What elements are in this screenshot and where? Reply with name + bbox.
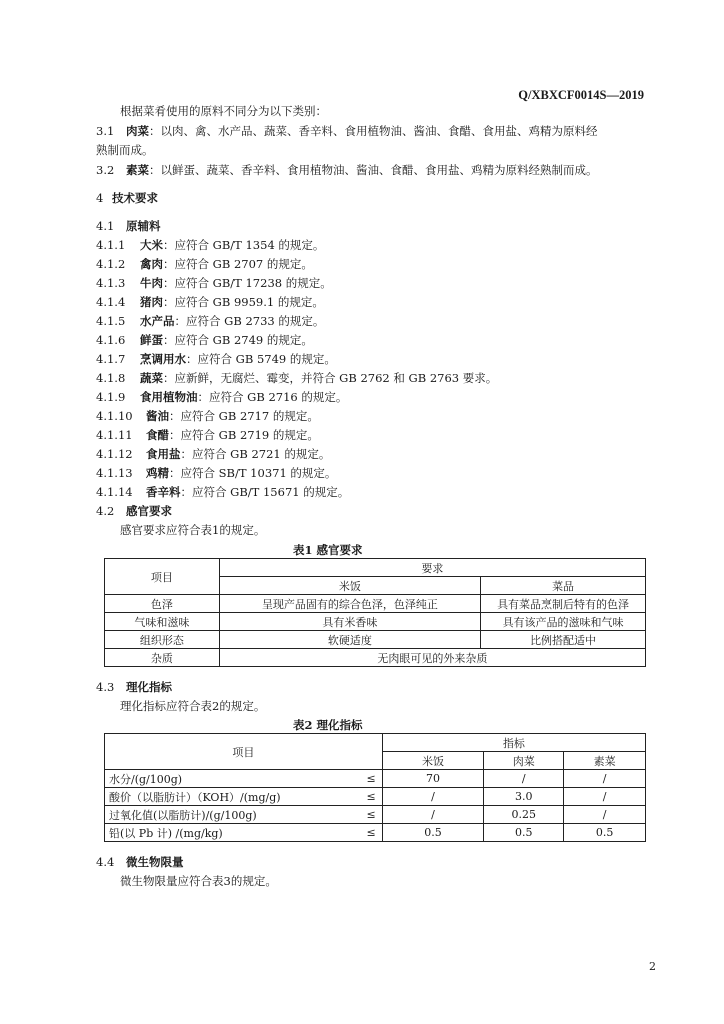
- heading-4-1: [96, 219, 161, 233]
- header-item: 项目: [105, 734, 383, 770]
- cell-meat: /: [484, 770, 564, 788]
- item-text: ：应符合 GB 2716 的规定。: [197, 390, 348, 404]
- cell-meat: 0.5: [484, 824, 564, 842]
- cell-merged: 无肉眼可见的外来杂质: [219, 649, 645, 667]
- sensory-table: [104, 558, 646, 667]
- cell-le: ≤: [352, 788, 382, 806]
- item-name: 牛肉: [140, 276, 163, 290]
- header-index: 指标: [382, 734, 645, 752]
- item-name: 禽肉: [140, 257, 163, 271]
- material-item: [96, 390, 347, 404]
- item-name: 食醋: [146, 428, 169, 442]
- table-row: [105, 788, 646, 806]
- item-name: 食用植物油: [140, 390, 198, 404]
- material-item: [96, 314, 324, 328]
- header-dish: 菜品: [481, 577, 646, 595]
- section-title: 肉菜: [126, 124, 149, 138]
- document-code: Q/XBXCF0014S—2019: [518, 88, 644, 102]
- section-text: ：以肉、禽、水产品、蔬菜、香辛料、食用植物油、酱油、食醋、食用盐、鸡精为原料经: [149, 124, 598, 138]
- header-rice: 米饭: [382, 752, 484, 770]
- cell-rice: 软硬适度: [219, 631, 480, 649]
- cell-rice: 0.5: [382, 824, 484, 842]
- header-rice: 米饭: [219, 577, 480, 595]
- material-item: [96, 447, 330, 461]
- header-requirement: 要求: [219, 559, 645, 577]
- material-item: [96, 409, 319, 423]
- section-text: ：以鲜蛋、蔬菜、香辛料、食用植物油、酱油、食醋、食用盐、鸡精为原料经熟制而成。: [149, 163, 598, 177]
- section-3-2: [96, 163, 598, 177]
- cell-rice: 具有米香味: [219, 613, 480, 631]
- item-text: ：应符合 GB/T 1354 的规定。: [163, 238, 325, 252]
- cell-rice: /: [382, 806, 484, 824]
- cell-veg: /: [564, 788, 646, 806]
- cell-item: 气味和滋味: [105, 613, 220, 631]
- item-number: 4.1.9: [96, 390, 126, 404]
- heading-title: 技术要求: [112, 191, 158, 205]
- heading-number: 4.4: [96, 855, 115, 869]
- item-name: 烹调用水: [140, 352, 186, 366]
- cell-item: 铅(以 Pb 计) /(mg/kg): [105, 824, 353, 842]
- cell-rice: 呈现产品固有的综合色泽，色泽纯正: [219, 595, 480, 613]
- table-row: [105, 806, 646, 824]
- cell-le: ≤: [352, 806, 382, 824]
- material-item: [96, 295, 324, 309]
- item-number: 4.1.4: [96, 295, 126, 309]
- item-text: ：应符合 GB 9959.1 的规定。: [163, 295, 324, 309]
- cell-le: ≤: [352, 770, 382, 788]
- item-name: 食用盐: [146, 447, 181, 461]
- item-number: 4.1.11: [96, 428, 133, 442]
- heading-number: 4.2: [96, 504, 115, 518]
- item-name: 鸡精: [146, 466, 169, 480]
- table-row: [105, 649, 646, 667]
- item-text: ：应符合 GB 2749 的规定。: [163, 333, 313, 347]
- section-title: 素菜: [126, 163, 149, 177]
- item-name: 猪肉: [140, 295, 163, 309]
- item-text: ：应符合 GB 2719 的规定。: [169, 428, 319, 442]
- section-3-1: [96, 124, 598, 138]
- item-name: 水产品: [140, 314, 175, 328]
- item-name: 香辛料: [146, 485, 181, 499]
- page-number: 2: [649, 960, 656, 973]
- cell-meat: 0.25: [484, 806, 564, 824]
- item-text: ：应新鲜，无腐烂、霉变，并符合 GB 2762 和 GB 2763 要求。: [163, 371, 498, 385]
- intro-text: 根据菜肴使用的原料不同分为以下类别：: [120, 104, 327, 118]
- item-number: 4.1.14: [96, 485, 133, 499]
- table-row: [105, 631, 646, 649]
- header-veg: 素菜: [564, 752, 646, 770]
- table2-caption: 表2 理化指标: [293, 718, 363, 732]
- header-item: 项目: [105, 559, 220, 595]
- item-number: 4.1.13: [96, 466, 133, 480]
- table-header-row: [105, 734, 646, 752]
- item-number: 4.1.1: [96, 238, 126, 252]
- material-item: [96, 257, 313, 271]
- heading-title: 理化指标: [126, 680, 172, 694]
- heading-4-3: [96, 680, 172, 694]
- heading-title: 微生物限量: [126, 855, 184, 869]
- cell-veg: 0.5: [564, 824, 646, 842]
- heading-4-4: [96, 855, 184, 869]
- cell-item: 过氧化值(以脂肪计)/(g/100g): [105, 806, 353, 824]
- item-number: 4.1.6: [96, 333, 126, 347]
- material-item: [96, 238, 324, 252]
- material-item: [96, 371, 497, 385]
- header-meat: 肉菜: [484, 752, 564, 770]
- cell-le: ≤: [352, 824, 382, 842]
- item-name: 酱油: [146, 409, 169, 423]
- heading-title: 原辅料: [126, 219, 161, 233]
- item-text: ：应符合 GB 2721 的规定。: [180, 447, 331, 461]
- table-row: [105, 613, 646, 631]
- heading-title: 感官要求: [126, 504, 172, 518]
- item-text: ：应符合 GB 2707 的规定。: [163, 257, 313, 271]
- cell-item: 组织形态: [105, 631, 220, 649]
- cell-rice: 70: [382, 770, 484, 788]
- heading-4-2: [96, 504, 172, 518]
- section-number: 3.2: [96, 163, 115, 177]
- heading-4: [96, 191, 158, 205]
- item-number: 4.1.12: [96, 447, 133, 461]
- item-number: 4.1.3: [96, 276, 126, 290]
- material-item: [96, 352, 336, 366]
- item-number: 4.1.5: [96, 314, 126, 328]
- material-item: [96, 276, 332, 290]
- item-text: ：应符合 GB/T 15671 的规定。: [180, 485, 350, 499]
- cell-item: 水分/(g/100g): [105, 770, 353, 788]
- table-header-row: [105, 559, 646, 577]
- table-row: [105, 824, 646, 842]
- material-item: [96, 428, 319, 442]
- item-number: 4.1.8: [96, 371, 126, 385]
- item-number: 4.1.7: [96, 352, 126, 366]
- item-name: 鲜蛋: [140, 333, 163, 347]
- paragraph-4-3: 理化指标应符合表2的规定。: [120, 699, 266, 713]
- heading-number: 4.1: [96, 219, 115, 233]
- cell-item: 色泽: [105, 595, 220, 613]
- cell-dish: 具有该产品的滋味和气味: [481, 613, 646, 631]
- table-row: [105, 770, 646, 788]
- item-text: ：应符合 SB/T 10371 的规定。: [169, 466, 337, 480]
- material-item: [96, 466, 336, 480]
- cell-dish: 具有菜品烹制后特有的色泽: [481, 595, 646, 613]
- item-name: 蔬菜: [140, 371, 163, 385]
- cell-veg: /: [564, 770, 646, 788]
- item-text: ：应符合 GB 2733 的规定。: [174, 314, 325, 328]
- material-item: [96, 333, 313, 347]
- physicochemical-table: [104, 733, 646, 842]
- cell-item: 酸价（以脂肪计）（KOH）/(mg/g): [105, 788, 353, 806]
- heading-number: 4: [96, 191, 104, 205]
- cell-dish: 比例搭配适中: [481, 631, 646, 649]
- item-text: ：应符合 GB/T 17238 的规定。: [163, 276, 332, 290]
- section-number: 3.1: [96, 124, 115, 138]
- heading-number: 4.3: [96, 680, 115, 694]
- paragraph-4-2: 感官要求应符合表1的规定。: [120, 523, 266, 537]
- item-number: 4.1.2: [96, 257, 126, 271]
- cell-veg: /: [564, 806, 646, 824]
- item-text: ：应符合 GB 5749 的规定。: [186, 352, 336, 366]
- item-text: ：应符合 GB 2717 的规定。: [169, 409, 319, 423]
- section-3-1-continued: 熟制而成。: [96, 143, 154, 157]
- paragraph-4-4: 微生物限量应符合表3的规定。: [120, 874, 277, 888]
- table-row: [105, 595, 646, 613]
- cell-rice: /: [382, 788, 484, 806]
- cell-item: 杂质: [105, 649, 220, 667]
- material-item: [96, 485, 349, 499]
- cell-meat: 3.0: [484, 788, 564, 806]
- item-name: 大米: [140, 238, 163, 252]
- item-number: 4.1.10: [96, 409, 133, 423]
- table1-caption: 表1 感官要求: [293, 543, 363, 557]
